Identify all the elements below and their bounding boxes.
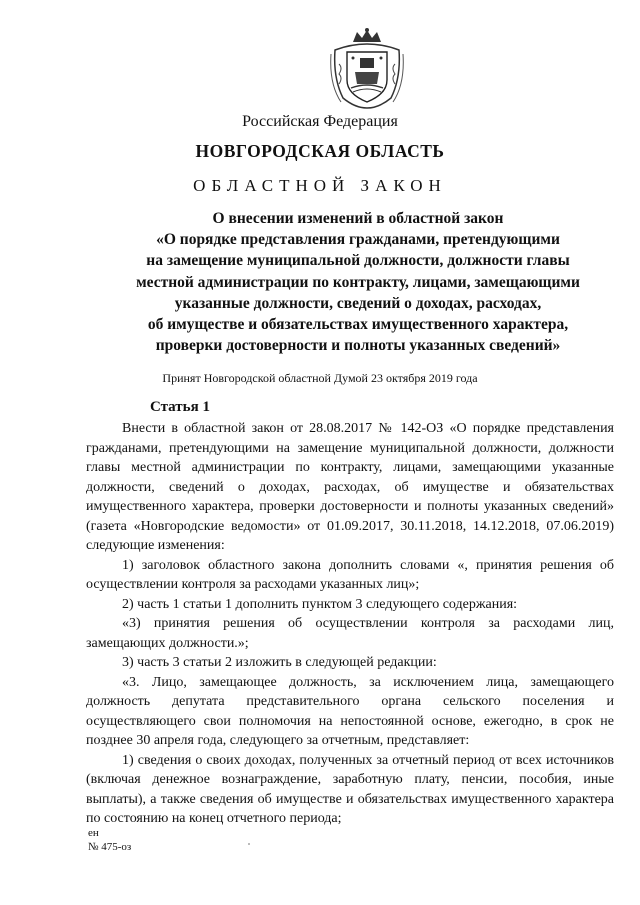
title-line: местной администрации по контракту, лицами, замещающими (136, 273, 580, 291)
law-title (88, 208, 628, 356)
title-line: О внесении изменений в областной закон (212, 210, 504, 227)
title-line: на замещение муниципальной должности, должности главы (146, 252, 570, 270)
title-line: проверки достоверности и полноты указанных сведений» (155, 337, 561, 355)
document-type: ОБЛАСТНОЙ ЗАКОН (193, 176, 447, 195)
paragraph: 3) часть 3 статьи 2 изложить в следующей редакции: (122, 655, 437, 670)
paragraph: 1) заголовок областного закона дополнить словами «, принятия решения об осуществлении контроля за расходами указанных лиц»; (86, 557, 614, 592)
article-body (86, 419, 614, 829)
paragraph: «3. Лицо, замещающее должность, за исключением лица, замещающего должность депутата представительного органа сельского поселения и осуществляющего свои полномочия на непостоянной основе, ежегодно, в срок не позднее 30 апреля года, следующего за отчетным, представляет: (86, 674, 614, 748)
title-line: об имуществе и обязательствах имущественного характера, (147, 316, 569, 334)
document-number: № 475-оз (88, 841, 132, 853)
title-line: указанные должности, сведений о доходах, расходах, (174, 294, 542, 312)
country-name: Российская Федерация (242, 113, 398, 130)
article-heading: Статья 1 (150, 399, 210, 415)
paragraph: 1) сведения о своих доходах, полученных за отчетный период от всех источников (включая денежное вознаграждение, заработную плату, пенсии, пособия, иные выплаты), а также сведения об имуществе и обязательствах имущественного характера по состоянию на конец отчетного периода; (86, 752, 614, 826)
region-name: НОВГОРОДСКАЯ ОБЛАСТЬ (195, 141, 445, 161)
coat-of-arms-icon (329, 28, 405, 110)
paragraph: Внести в областной закон от 28.08.2017 № 142-ОЗ «О порядке представления гражданами, претендующими на замещение муниципальной должности, должности главы местной администрации по контракту, лицами, замещающими указанные должности, сведений о доходах, расходах, об имуществе и обязательствах имущественного характера, проверки достоверности и полноты указанных сведений» (газета «Новгородские ведомости» от 01.09.2017, 30.11.2018, 14.12.2018, 07.06.2019) следующие изменения: (86, 421, 614, 553)
executor-initials: ен (88, 827, 99, 839)
paragraph: 2) часть 1 статьи 1 дополнить пунктом 3 следующего содержания: (122, 596, 518, 612)
adoption-note: Принят Новгородской областной Думой 23 октября 2019 года (162, 371, 478, 385)
paragraph: «3) принятия решения об осуществлении контроля за расходами лиц, замещающих должности.»; (86, 616, 614, 651)
title-line: «О порядке представления гражданами, претендующими (156, 231, 560, 249)
scan-speck (248, 843, 250, 845)
footer (88, 826, 131, 854)
